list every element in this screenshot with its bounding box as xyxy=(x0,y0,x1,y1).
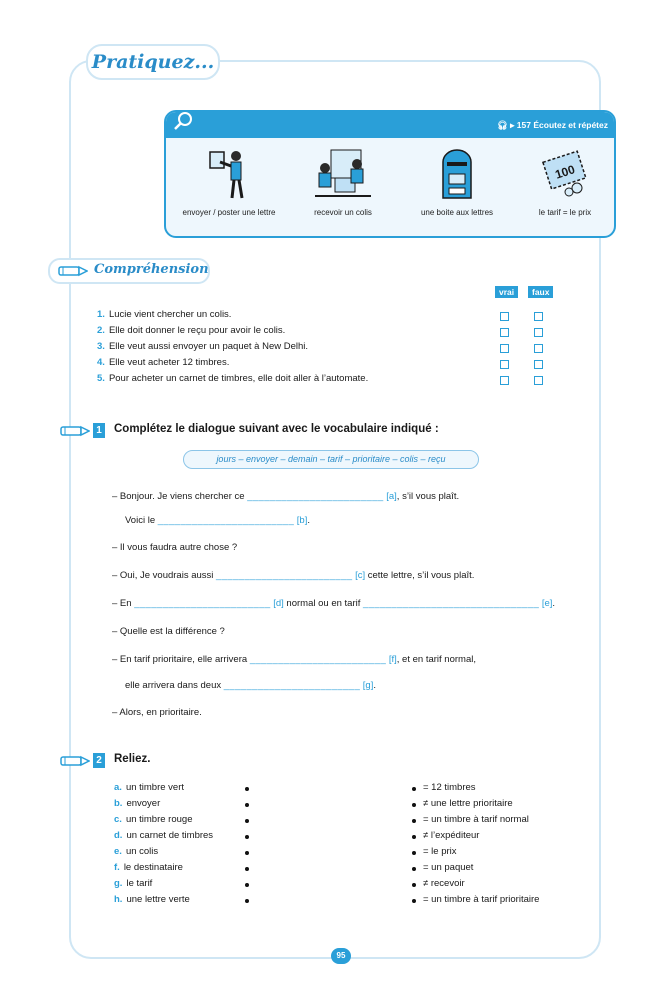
question-row xyxy=(97,325,285,336)
dialogue-text: – Quelle est la différence ? xyxy=(112,626,225,637)
magnifier-icon xyxy=(172,110,194,132)
checkbox-vrai-5[interactable] xyxy=(500,376,509,385)
comprehension-title: Compréhension xyxy=(94,262,209,277)
checkbox-vrai-3[interactable] xyxy=(500,344,509,353)
person-posting-letter-icon xyxy=(206,148,252,200)
question-number: 1. xyxy=(97,309,105,320)
item-text: un timbre rouge xyxy=(125,814,193,825)
dialogue-text: normal ou en tarif xyxy=(283,598,361,609)
dialogue-text: , et en tarif normal, xyxy=(396,654,476,665)
question-row xyxy=(97,341,308,352)
item-letter: e. xyxy=(114,846,122,857)
question-text: Elle doit donner le reçu pour avoir le colis. xyxy=(108,325,286,336)
blank-c[interactable]: ________________________ xyxy=(216,570,353,581)
dialogue-text: – Oui, Je voudrais aussi xyxy=(112,570,214,581)
item-text: le tarif xyxy=(126,878,153,889)
vocab-item-boite xyxy=(402,148,512,217)
vocabulary-header xyxy=(166,112,614,138)
question-text: Lucie vient chercher un colis. xyxy=(108,309,232,320)
match-left-item xyxy=(114,782,184,793)
checkbox-vrai-1[interactable] xyxy=(500,312,509,321)
dialogue-text: – Bonjour. Je viens chercher ce xyxy=(112,491,245,502)
checkbox-faux-3[interactable] xyxy=(534,344,543,353)
pencil-icon xyxy=(60,755,90,767)
match-dot-right[interactable] xyxy=(412,899,416,903)
match-dot-left[interactable] xyxy=(245,883,249,887)
blank-d[interactable]: ________________________ xyxy=(134,598,271,609)
dialogue-text: , s’il vous plaît. xyxy=(396,491,460,502)
dialogue-text: Voici le xyxy=(125,515,156,526)
pencil-icon xyxy=(58,265,88,277)
match-left-item xyxy=(114,830,213,841)
blank-label: [c] xyxy=(355,570,366,581)
exercise-title: Complétez le dialogue suivant avec le vocabulaire indiqué : xyxy=(114,423,439,435)
vocab-item-tarif xyxy=(510,148,616,217)
vocab-caption: recevoir un colis xyxy=(314,208,372,217)
item-text: un carnet de timbres xyxy=(126,830,214,841)
blank-label: [f] xyxy=(388,654,397,665)
exercise-number: 1 xyxy=(93,423,105,438)
checkbox-faux-4[interactable] xyxy=(534,360,543,369)
vocab-item-envoyer xyxy=(174,148,284,217)
item-letter: b. xyxy=(114,798,123,809)
match-dot-left[interactable] xyxy=(245,819,249,823)
match-right-item: = un timbre à tarif prioritaire xyxy=(423,894,540,905)
item-text: un colis xyxy=(125,846,159,857)
audio-instruction[interactable] xyxy=(497,120,608,131)
vocab-caption: le tarif = le prix xyxy=(538,208,592,217)
item-text: le destinataire xyxy=(123,862,183,873)
mailbox-icon xyxy=(437,148,477,200)
question-row xyxy=(97,309,231,320)
match-dot-left[interactable] xyxy=(245,835,249,839)
blank-a[interactable]: ________________________ xyxy=(247,491,384,502)
comprehension-header xyxy=(48,258,210,284)
match-right-item: = un paquet xyxy=(423,862,474,873)
exercise-number: 2 xyxy=(93,753,105,768)
dialogue-line xyxy=(112,707,202,718)
blank-e[interactable]: _______________________________ xyxy=(363,598,540,609)
audio-track: 157 xyxy=(516,120,531,130)
question-number: 2. xyxy=(97,325,105,336)
match-left-item xyxy=(114,846,158,857)
item-text: un timbre vert xyxy=(125,782,185,793)
headphones-icon: 🎧︎ xyxy=(496,120,508,130)
match-dot-left[interactable] xyxy=(245,867,249,871)
match-left-item xyxy=(114,862,183,873)
pencil-icon xyxy=(60,425,90,437)
blank-f[interactable]: ________________________ xyxy=(249,654,387,665)
dialogue-line xyxy=(112,626,225,637)
dialogue-text: – En tarif prioritaire, elle arrivera xyxy=(112,654,248,665)
item-letter: d. xyxy=(114,830,123,841)
section-title: Pratiquez... xyxy=(86,44,220,80)
item-letter: a. xyxy=(114,782,122,793)
checkbox-faux-2[interactable] xyxy=(534,328,543,337)
item-text: une lettre verte xyxy=(126,894,190,905)
match-right-item: ≠ l’expéditeur xyxy=(423,830,480,841)
blank-label: [b] xyxy=(296,515,308,526)
stamp-value: 100 xyxy=(553,162,577,182)
exercise-title: Reliez. xyxy=(114,753,151,765)
dialogue-line xyxy=(125,515,310,526)
blank-b[interactable]: ________________________ xyxy=(157,515,295,526)
match-dot-right[interactable] xyxy=(412,867,416,871)
stamp-price-icon xyxy=(539,148,591,200)
question-text: Elle veut aussi envoyer un paquet à New Delhi. xyxy=(108,341,309,352)
dialogue-line xyxy=(125,680,376,691)
item-letter: f. xyxy=(114,862,120,873)
play-arrow-icon: ▸ xyxy=(510,120,515,130)
item-text: envoyer xyxy=(126,798,161,809)
vocab-caption: envoyer / poster une lettre xyxy=(182,208,276,217)
dialogue-text: cette lettre, s’il vous plaît. xyxy=(365,570,475,581)
question-number: 3. xyxy=(97,341,105,352)
match-dot-right[interactable] xyxy=(412,883,416,887)
receiving-parcel-icon xyxy=(313,148,373,200)
match-left-item xyxy=(114,798,160,809)
match-dot-left[interactable] xyxy=(245,803,249,807)
match-dot-right[interactable] xyxy=(412,787,416,791)
dialogue-text: . xyxy=(373,680,376,691)
dialogue-text: . xyxy=(552,598,556,609)
match-left-item xyxy=(114,878,152,889)
item-letter: h. xyxy=(114,894,123,905)
checkbox-vrai-4[interactable] xyxy=(500,360,509,369)
dialogue-line xyxy=(112,598,555,609)
question-text: Elle veut acheter 12 timbres. xyxy=(108,357,230,368)
dialogue-line xyxy=(112,570,474,581)
blank-label: [g] xyxy=(362,680,374,691)
match-dot-left[interactable] xyxy=(245,851,249,855)
dialogue-line xyxy=(112,654,476,665)
match-dot-right[interactable] xyxy=(412,851,416,855)
match-left-item xyxy=(114,894,190,905)
page-number: 95 xyxy=(331,948,351,964)
vocab-item-recevoir xyxy=(288,148,398,217)
item-letter: g. xyxy=(114,878,123,889)
match-dot-right[interactable] xyxy=(412,819,416,823)
blank-g[interactable]: ________________________ xyxy=(223,680,361,691)
question-text: Pour acheter un carnet de timbres, elle doit aller à l’automate. xyxy=(108,373,369,384)
dialogue-text: . xyxy=(307,515,310,526)
dialogue-line xyxy=(112,542,237,553)
dialogue-text: elle arrivera dans deux xyxy=(125,680,222,691)
checkbox-faux-1[interactable] xyxy=(534,312,543,321)
match-dot-left[interactable] xyxy=(245,787,249,791)
dialogue-line xyxy=(112,491,459,502)
column-vrai: vrai xyxy=(495,286,518,298)
match-right-item: = le prix xyxy=(423,846,457,857)
blank-label: [a] xyxy=(386,491,397,502)
match-dot-right[interactable] xyxy=(412,835,416,839)
match-left-item xyxy=(114,814,192,825)
match-right-item: ≠ recevoir xyxy=(423,878,465,889)
dialogue-text: – Il vous faudra autre chose ? xyxy=(112,542,238,553)
vocabulary-box xyxy=(164,110,616,238)
match-dot-right[interactable] xyxy=(412,803,416,807)
checkbox-vrai-2[interactable] xyxy=(500,328,509,337)
match-right-item: = un timbre à tarif normal xyxy=(423,814,529,825)
dialogue-text: – Alors, en prioritaire. xyxy=(112,707,202,718)
question-row xyxy=(97,357,229,368)
question-row xyxy=(97,373,368,384)
audio-label: Écoutez et répétez xyxy=(533,120,608,130)
match-right-item: ≠ une lettre prioritaire xyxy=(423,798,513,809)
match-right-item: = 12 timbres xyxy=(423,782,476,793)
vocab-caption: une boite aux lettres xyxy=(420,208,494,217)
match-dot-left[interactable] xyxy=(245,899,249,903)
column-faux: faux xyxy=(528,286,553,298)
question-number: 4. xyxy=(97,357,105,368)
item-letter: c. xyxy=(114,814,122,825)
question-number: 5. xyxy=(97,373,105,384)
dialogue-text: – En xyxy=(112,598,132,609)
word-bank: jours – envoyer – demain – tarif – prioritaire – colis – reçu xyxy=(183,450,479,469)
blank-label: [d] xyxy=(273,598,284,609)
checkbox-faux-5[interactable] xyxy=(534,376,543,385)
blank-label: [e] xyxy=(541,598,553,609)
